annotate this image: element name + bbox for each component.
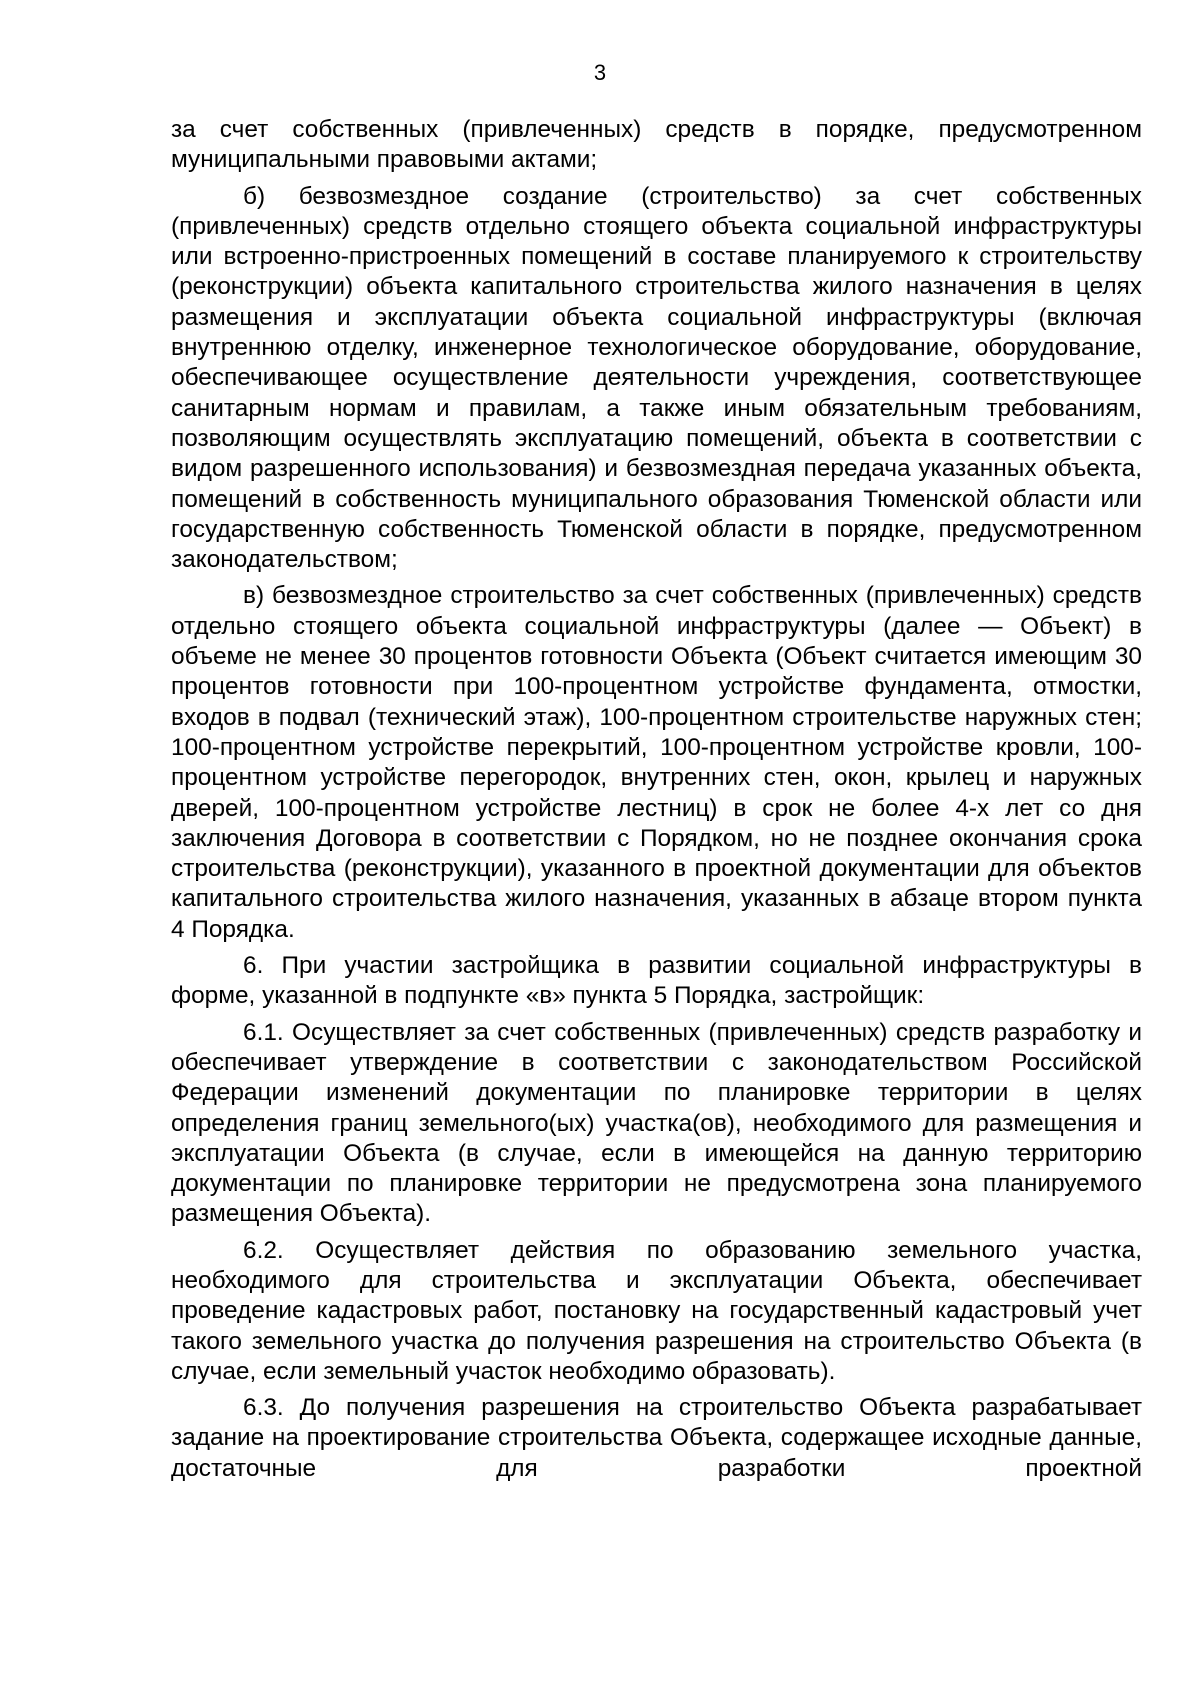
- document-body: [171, 115, 1142, 1484]
- page-number: 3: [593, 60, 607, 85]
- paragraph-section-6: 6. При участии застройщика в развитии социальной инфраструктуры в форме, указанной в подпункте «в» пункта 5 Порядка, застройщик:: [171, 952, 1142, 1010]
- paragraph-intro-continuation: за счет собственных (привлеченных) средств в порядке, предусмотренном муниципальными правовыми актами;: [171, 116, 1142, 174]
- paragraph-section-6-1: 6.1. Осуществляет за счет собственных (привлеченных) средств разработку и обеспечивает утверждение в соответствии с законодательством Российской Федерации изменений документации по планировке территории в целях определения границ земельного(ых) участка(ов), необходимого для размещения и эксплуатации Объекта (в случае, если в имеющейся на данную территорию документации по планировке территории не предусмотрена зона планируемого размещения Объекта).: [171, 1018, 1142, 1228]
- paragraph-section-6-2: 6.2. Осуществляет действия по образованию земельного участка, необходимого для строительства и эксплуатации Объекта, обеспечивает проведение кадастровых работ, постановку на государственный кадастровый учет такого земельного участка до получения разрешения на строительство Объекта (в случае, если земельный участок необходимо образовать).: [171, 1236, 1142, 1385]
- paragraph-item-v: в) безвозмездное строительство за счет собственных (привлеченных) средств отдельно стоящего объекта социальной инфраструктуры (далее — Объект) в объеме не менее 30 процентов готовности Объекта (Объект считается имеющим 30 процентов готовности при 100-процентном устройстве фундамента, отмостки, входов в подвал (технический этаж), 100-процентном строительстве наружных стен; 100-процентном устройстве перекрытий, 100-процентном устройстве кровли, 100-процентном устройстве перегородок, внутренних стен, окон, крылец и наружных дверей, 100-процентном устройстве лестниц) в срок не более 4-х лет со дня заключения Договора в соответствии с Порядком, но не позднее окончания срока строительства (реконструкции), указанного в проектной документации для объектов капитального строительства жилого назначения, указанных в абзаце втором пункта 4 Порядка.: [171, 582, 1142, 943]
- paragraph-section-6-3: 6.3. До получения разрешения на строительство Объекта разрабатывает задание на проектирование строительства Объекта, содержащее исходные данные, достаточные для разработки проектной: [171, 1394, 1142, 1482]
- paragraph-item-b: б) безвозмездное создание (строительство) за счет собственных (привлеченных) средств отдельно стоящего объекта социальной инфраструктуры или встроенно-пристроенных помещений в составе планируемого к строительству (реконструкции) объекта капитального строительства жилого назначения в целях размещения и эксплуатации объекта социальной инфраструктуры (включая внутреннюю отделку, инженерное технологическое оборудование, оборудование, обеспечивающее осуществление деятельности учреждения, соответствующее санитарным нормам и правилам, а также иным обязательным требованиям, позволяющим осуществлять эксплуатацию помещений, объекта в соответствии с видом разрешенного использования) и безвозмездная передача указанных объекта, помещений в собственность муниципального образования Тюменской области или государственную собственность Тюменской области в порядке, предусмотренном законодательством;: [171, 182, 1142, 574]
